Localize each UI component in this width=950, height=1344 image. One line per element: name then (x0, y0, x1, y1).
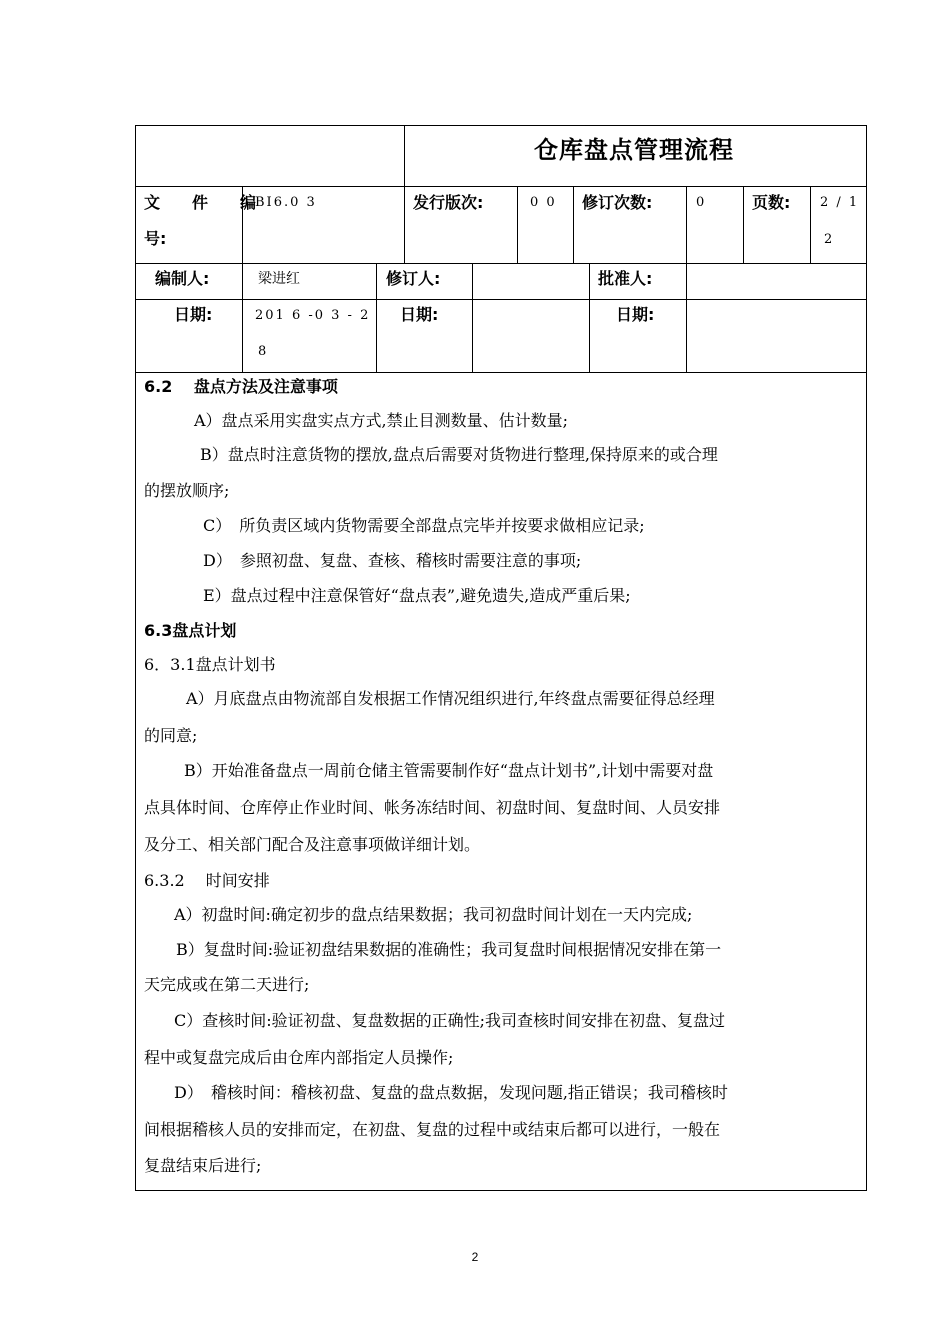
date-value-compiler: 201 6 -0 3 - 2 (255, 308, 371, 323)
paragraph-line: 及分工、相关部门配合及注意事项做详细计划。 (144, 835, 481, 854)
row-line (135, 299, 867, 300)
page-count-value-cont: 2 (824, 232, 835, 247)
approver-label: 批准人: (598, 269, 653, 288)
file-number-value: BI6.0 3 (255, 195, 317, 210)
paragraph-line: D） 参照初盘、复盘、查核、稽核时需要注意的事项; (203, 551, 582, 570)
section-heading-6-2: 6.2 盘点方法及注意事项 (144, 377, 338, 396)
paragraph-line: C）查核时间:验证初盘、复盘数据的正确性;我司查核时间安排在初盘、复盘过 (174, 1011, 726, 1030)
paragraph-line: B）盘点时注意货物的摆放,盘点后需要对货物进行整理,保持原来的或合理 (200, 445, 718, 464)
paragraph-line: B）开始准备盘点一周前仓储主管需要制作好“盘点计划书”,计划中需要对盘 (184, 761, 714, 780)
paragraph-line: D） 稽核时间：稽核初盘、复盘的盘点数据，发现问题,指正错误；我司稽核时 (174, 1083, 728, 1102)
paragraph-line: A）盘点采用实盘实点方式,禁止目测数量、估计数量; (194, 411, 569, 430)
subsection-heading: 6.3.2 时间安排 (144, 871, 270, 890)
col-line (686, 186, 687, 372)
paragraph-line: 天完成或在第二天进行; (144, 975, 310, 994)
paragraph-line: 复盘结束后进行; (144, 1156, 262, 1175)
date-label-compiler: 日期: (174, 305, 213, 324)
row-line (135, 372, 867, 373)
paragraph-line: 间根据稽核人员的安排而定，在初盘、复盘的过程中或结束后都可以进行，一般在 (144, 1120, 721, 1139)
section-heading-6-3: 6.3盘点计划 (144, 621, 237, 640)
subsection-heading: 6．3.1盘点计划书 (144, 655, 276, 674)
page-count-value: 2 / 1 (820, 195, 860, 210)
col-line (376, 263, 377, 372)
row-line (135, 263, 867, 264)
document-title: 仓库盘点管理流程 (534, 136, 734, 164)
date-label-reviser: 日期: (400, 305, 439, 324)
col-line (472, 263, 473, 372)
col-line (517, 186, 518, 263)
date-label-approver: 日期: (616, 305, 655, 324)
paragraph-line: 点具体时间、仓库停止作业时间、帐务冻结时间、初盘时间、复盘时间、人员安排 (144, 798, 721, 817)
col-line (242, 186, 243, 372)
compiler-value: 梁进红 (258, 271, 300, 287)
edition-label: 发行版次: (413, 193, 484, 212)
col-line (743, 186, 744, 263)
file-number-label-cont: 号: (144, 229, 167, 248)
col-line (810, 186, 811, 263)
col-line (573, 186, 574, 263)
paragraph-line: 的摆放顺序; (144, 481, 230, 500)
reviser-label: 修订人: (386, 269, 441, 288)
revision-count-value: 0 (696, 195, 707, 210)
compiler-label: 编制人: (155, 269, 210, 288)
paragraph-line: E）盘点过程中注意保管好“盘点表”,避免遗失,造成严重后果; (203, 586, 631, 605)
edition-value: 0 0 (530, 195, 557, 210)
paragraph-line: 的同意; (144, 726, 198, 745)
paragraph-line: C） 所负责区域内货物需要全部盘点完毕并按要求做相应记录; (203, 516, 645, 535)
file-number-label: 文 件 编 (144, 193, 265, 212)
paragraph-line: A）初盘时间:确定初步的盘点结果数据；我司初盘时间计划在一天内完成; (174, 905, 693, 924)
paragraph-line: A）月底盘点由物流部自发根据工作情况组织进行,年终盘点需要征得总经理 (186, 689, 715, 708)
page-count-label: 页数: (752, 193, 791, 212)
col-line (589, 263, 590, 372)
row-line (135, 186, 867, 187)
paragraph-line: B）复盘时间:验证初盘结果数据的准确性；我司复盘时间根据情况安排在第一 (176, 940, 722, 959)
page-number: 2 (471, 1250, 479, 1264)
paragraph-line: 程中或复盘完成后由仓库内部指定人员操作; (144, 1048, 454, 1067)
col-line (404, 125, 405, 263)
revision-count-label: 修订次数: (582, 193, 653, 212)
date-value-compiler-cont: 8 (258, 344, 269, 359)
